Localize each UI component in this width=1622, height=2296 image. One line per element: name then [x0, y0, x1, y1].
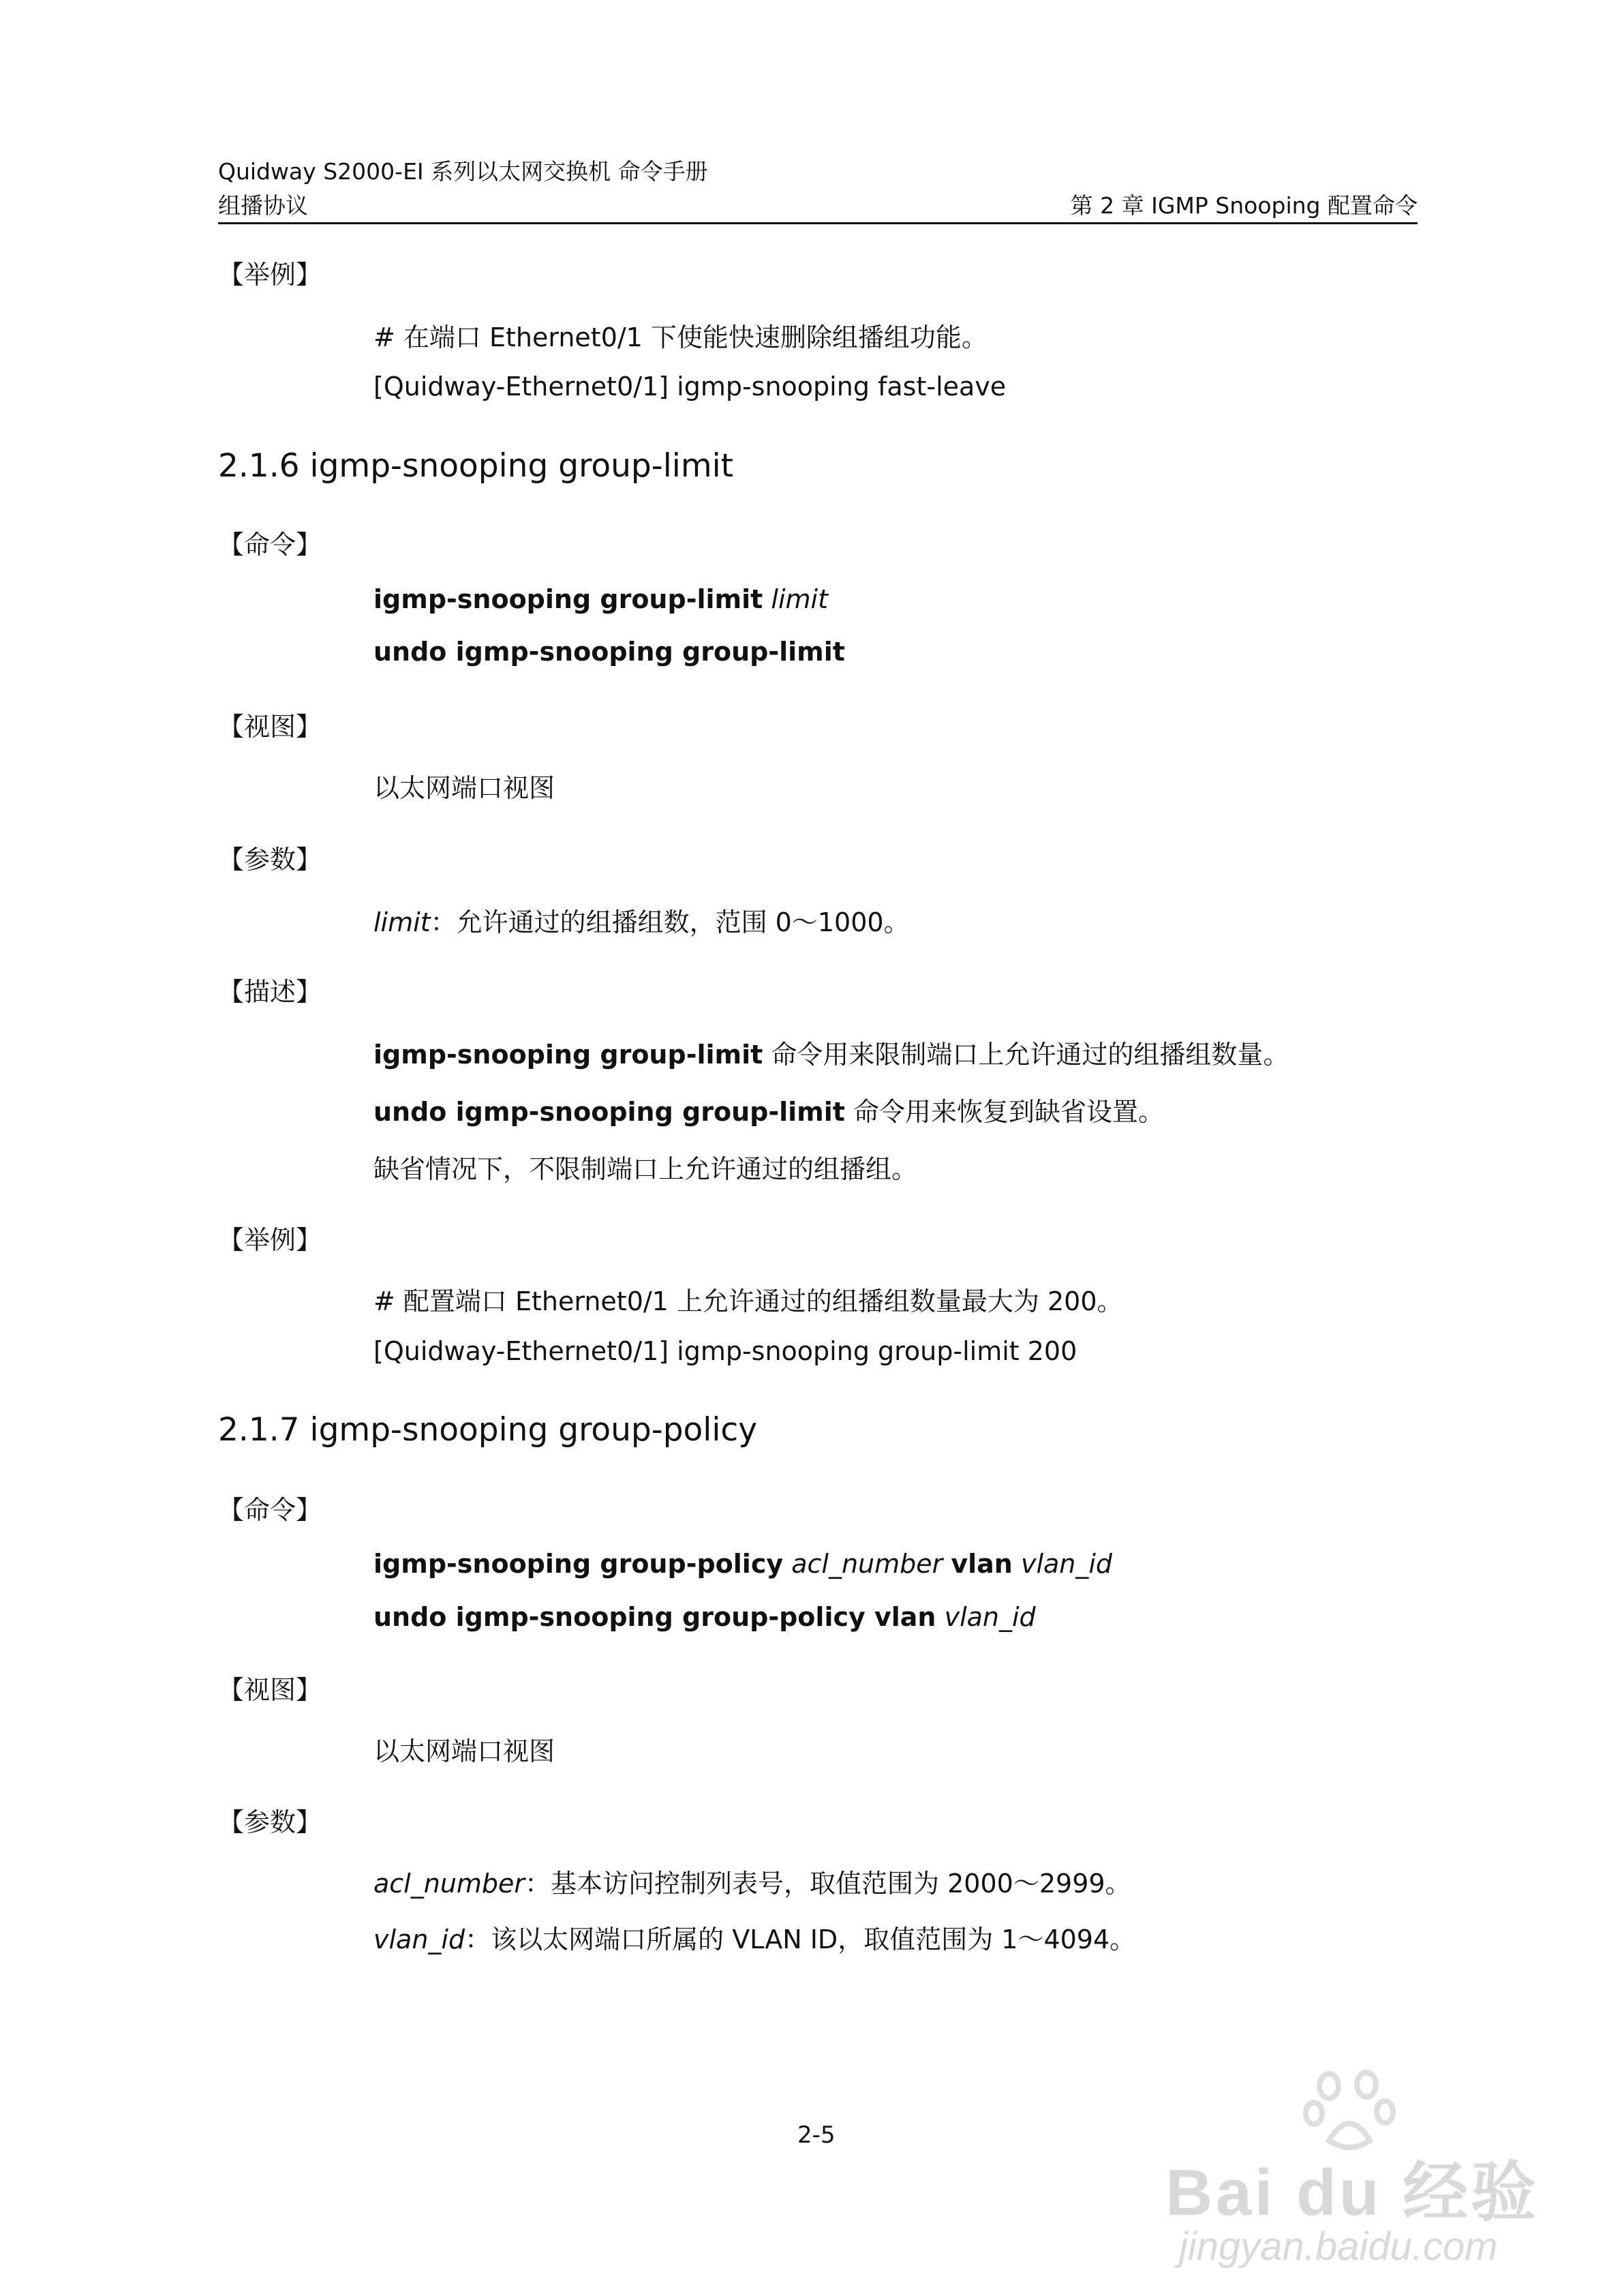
parameter-desc: limit：允许通过的组播组数，范围 0～1000。 [373, 907, 910, 937]
view-tag: 【视图】 [218, 1675, 322, 1705]
description-line: igmp-snooping group-limit 命令用来限制端口上允许通过的组播组数量。 [373, 1040, 1289, 1070]
example-comment: # 在端口 Ethernet0/1 下使能快速删除组播组功能。 [373, 322, 988, 352]
command-tag: 【命令】 [218, 530, 322, 560]
parameter-desc: acl_number：基本访问控制列表号，取值范围为 2000～2999。 [373, 1869, 1131, 1899]
manual-title: Quidway S2000-EI 系列以太网交换机 命令手册 [218, 158, 708, 185]
command-syntax: igmp-snooping group-policy acl_number vlan vlan_id [373, 1549, 1113, 1579]
chapter-title: 第 2 章 IGMP Snooping 配置命令 [1070, 192, 1418, 219]
view-tag: 【视图】 [218, 712, 322, 742]
section-title-216: 2.1.6 igmp-snooping group-limit [218, 447, 734, 485]
watermark-brand: Bai du 经验 [1165, 2156, 1540, 2229]
header-rule [218, 222, 1418, 224]
example-command: [Quidway-Ethernet0/1] igmp-snooping fast-leave [373, 372, 1007, 402]
part-title: 组播协议 [218, 192, 308, 219]
parameter-desc: vlan_id：该以太网端口所属的 VLAN ID，取值范围为 1～4094。 [373, 1924, 1136, 1954]
command-syntax [373, 584, 828, 614]
parameter-tag: 【参数】 [218, 845, 322, 875]
description-line: undo igmp-snooping group-limit 命令用来恢复到缺省设置。 [373, 1097, 1165, 1127]
section-title-217: 2.1.7 igmp-snooping group-policy [218, 1411, 758, 1449]
command-arg: limit [771, 584, 828, 614]
watermark-url: jingyan.baidu.com [1179, 2224, 1498, 2269]
example-tag: 【举例】 [218, 1225, 322, 1255]
view-text: 以太网端口视图 [373, 1736, 555, 1766]
view-text: 以太网端口视图 [373, 773, 555, 803]
example-tag: 【举例】 [218, 260, 322, 290]
description-line: 缺省情况下，不限制端口上允许通过的组播组。 [373, 1154, 918, 1184]
description-tag: 【描述】 [218, 977, 322, 1007]
page-number: 2-5 [797, 2121, 836, 2149]
command-keyword: igmp-snooping group-limit [373, 584, 763, 614]
undo-command-syntax: undo igmp-snooping group-policy vlan vlan_id [373, 1602, 1036, 1632]
example-command: [Quidway-Ethernet0/1] igmp-snooping group-limit 200 [373, 1336, 1077, 1366]
undo-command-syntax: undo igmp-snooping group-limit [373, 637, 845, 667]
example-comment: # 配置端口 Ethernet0/1 上允许通过的组播组数量最大为 200。 [373, 1286, 1123, 1316]
parameter-tag: 【参数】 [218, 1807, 322, 1837]
parameter-name: limit [373, 907, 431, 937]
baidu-jingyan-watermark [1159, 2066, 1567, 2284]
command-tag: 【命令】 [218, 1495, 322, 1525]
